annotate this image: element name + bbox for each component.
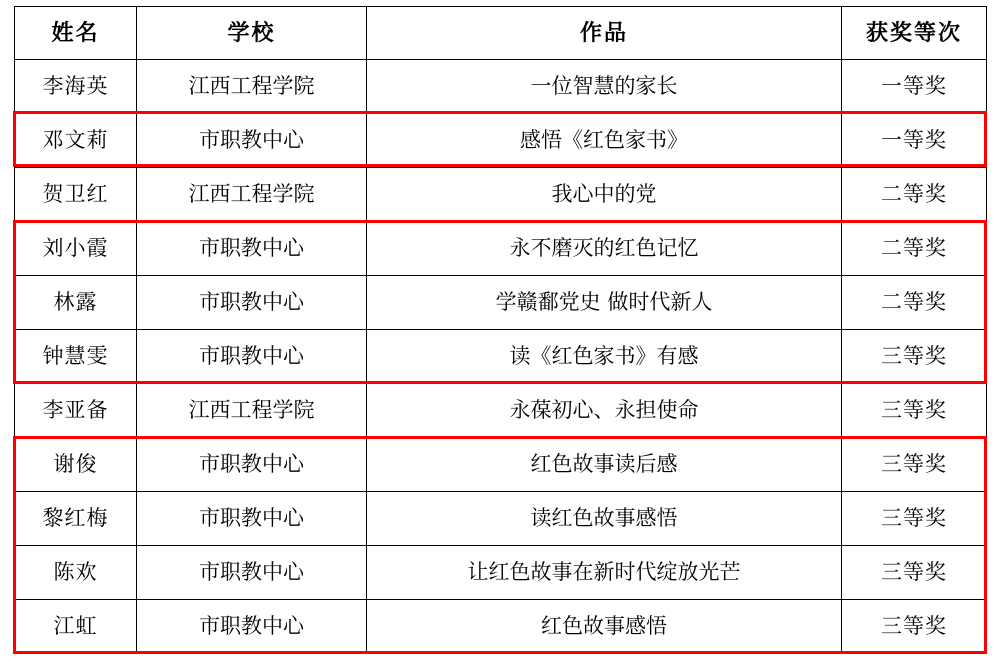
- table-row: [15, 384, 987, 438]
- cell-school: 市职教中心: [137, 114, 367, 168]
- column-header-school: 学校: [137, 7, 367, 60]
- cell-school: 江西工程学院: [137, 384, 367, 438]
- cell-name: 贺卫红: [15, 168, 137, 222]
- cell-name: 刘小霞: [15, 222, 137, 276]
- column-header-award: 获奖等次: [842, 7, 987, 60]
- cell-award: 二等奖: [842, 276, 987, 330]
- cell-award: 三等奖: [842, 330, 987, 384]
- table-row: [15, 60, 987, 114]
- column-header-name: 姓名: [15, 7, 137, 60]
- column-header-work: 作品: [367, 7, 842, 60]
- table-row: [15, 330, 987, 384]
- cell-school: 市职教中心: [137, 330, 367, 384]
- cell-name: 谢俊: [15, 438, 137, 492]
- cell-work: 永葆初心、永担使命: [367, 384, 842, 438]
- table-row: [15, 168, 987, 222]
- table-row: [15, 114, 987, 168]
- table-row: [15, 438, 987, 492]
- cell-award: 三等奖: [842, 600, 987, 654]
- cell-school: 市职教中心: [137, 600, 367, 654]
- table-row: [15, 222, 987, 276]
- cell-name: 林露: [15, 276, 137, 330]
- table-header-row: [15, 7, 987, 60]
- table-row: [15, 276, 987, 330]
- cell-work: 红色故事感悟: [367, 600, 842, 654]
- cell-award: 一等奖: [842, 60, 987, 114]
- table-row: [15, 546, 987, 600]
- table-row: [15, 600, 987, 654]
- cell-award: 一等奖: [842, 114, 987, 168]
- cell-work: 一位智慧的家长: [367, 60, 842, 114]
- table-row: [15, 492, 987, 546]
- cell-work: 红色故事读后感: [367, 438, 842, 492]
- cell-award: 三等奖: [842, 438, 987, 492]
- cell-work: 让红色故事在新时代绽放光芒: [367, 546, 842, 600]
- cell-work: 感悟《红色家书》: [367, 114, 842, 168]
- cell-award: 二等奖: [842, 222, 987, 276]
- cell-name: 邓文莉: [15, 114, 137, 168]
- cell-name: 李亚备: [15, 384, 137, 438]
- cell-school: 江西工程学院: [137, 168, 367, 222]
- cell-school: 市职教中心: [137, 438, 367, 492]
- cell-work: 读红色故事感悟: [367, 492, 842, 546]
- cell-work: 学赣鄱党史 做时代新人: [367, 276, 842, 330]
- cell-award: 三等奖: [842, 546, 987, 600]
- cell-award: 三等奖: [842, 492, 987, 546]
- cell-work: 读《红色家书》有感: [367, 330, 842, 384]
- award-table: [14, 6, 987, 654]
- cell-school: 市职教中心: [137, 546, 367, 600]
- cell-award: 三等奖: [842, 384, 987, 438]
- cell-name: 黎红梅: [15, 492, 137, 546]
- cell-name: 江虹: [15, 600, 137, 654]
- table-body: [15, 60, 987, 654]
- cell-work: 我心中的党: [367, 168, 842, 222]
- cell-school: 市职教中心: [137, 492, 367, 546]
- cell-work: 永不磨灭的红色记忆: [367, 222, 842, 276]
- cell-award: 二等奖: [842, 168, 987, 222]
- cell-school: 市职教中心: [137, 222, 367, 276]
- cell-name: 李海英: [15, 60, 137, 114]
- cell-name: 陈欢: [15, 546, 137, 600]
- cell-school: 市职教中心: [137, 276, 367, 330]
- cell-school: 江西工程学院: [137, 60, 367, 114]
- cell-name: 钟慧雯: [15, 330, 137, 384]
- table-header: [15, 7, 987, 60]
